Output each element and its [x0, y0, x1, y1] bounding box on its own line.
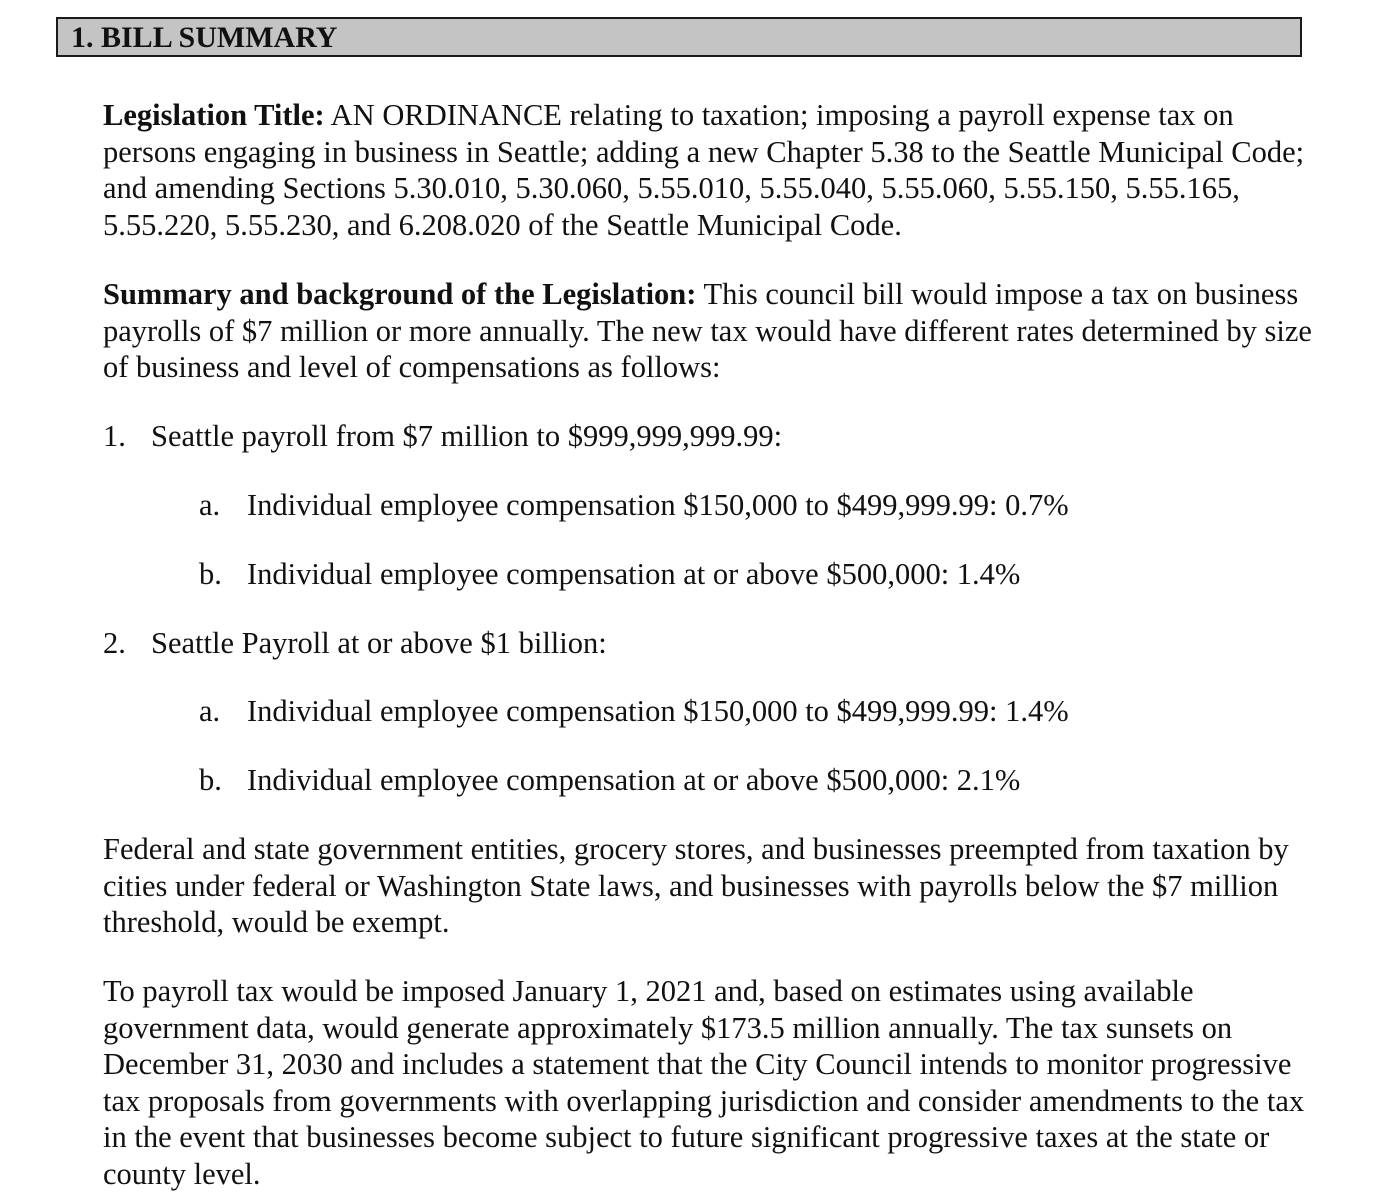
tier-1-item-a-letter: a.: [199, 488, 221, 522]
tier-1-item-a-text: Individual employee compensation $150,000 to $499,999.99: 0.7%: [247, 488, 1069, 522]
section-header: [56, 17, 1302, 57]
tier-2-number: 2.: [103, 626, 126, 660]
tier-1-text: Seattle payroll from $7 million to $999,999,999.99:: [151, 419, 783, 453]
tier-1-item-b-letter: b.: [199, 557, 222, 591]
summary-label: Summary and background of the Legislation:: [103, 277, 697, 311]
tier-2-item-a-text: Individual employee compensation $150,000 to $499,999.99: 1.4%: [247, 694, 1069, 728]
tier-2-item-a-letter: a.: [199, 694, 221, 728]
tier-1-item-b-text: Individual employee compensation at or above $500,000: 1.4%: [247, 557, 1021, 591]
section-title: 1. BILL SUMMARY: [71, 21, 338, 54]
legislation-title-text: AN ORDINANCE relating to taxation; imposing a payroll expense tax on persons engaging in business in Seattle; adding a new Chapter 5.38 to the Seattle Municipal Code; and amending Sections 5.30.010, 5.30.060, 5.55.010, 5.55.040, 5.55.060, 5.55.150, 5.55.165, 5.55.220, 5.55.230, and 6.208.020 of the Seattle Municipal Code.: [103, 98, 1305, 242]
summary-paragraph: [103, 276, 1318, 386]
timeline-paragraph: To payroll tax would be imposed January 1, 2021 and, based on estimates using available government data, would generate approximately $173.5 million annually. The tax sunsets on December 31, 2030 and includes a statement that the City Council intends to monitor progressive tax proposals from governments with overlapping jurisdiction and consider amendments to the tax in the event that businesses become subject to future significant progressive taxes at the state or county level.: [103, 974, 1305, 1191]
tier-2-item-b-letter: b.: [199, 763, 222, 797]
summary-text: This council bill would impose a tax on business payrolls of $7 million or more annually. The new tax would have different rates determined by size of business and level of compensations as follows:: [103, 277, 1312, 385]
tier-2-item-b-text: Individual employee compensation at or above $500,000: 2.1%: [247, 763, 1021, 797]
legislation-title-label: Legislation Title:: [103, 98, 325, 132]
tier-1-number: 1.: [103, 419, 126, 453]
exemptions-paragraph: Federal and state government entities, grocery stores, and businesses preempted from taxation by cities under federal or Washington State laws, and businesses with payrolls below the $7 million threshold, would be exempt.: [103, 832, 1289, 940]
legislation-title-paragraph: [103, 97, 1318, 243]
tier-2-text: Seattle Payroll at or above $1 billion:: [151, 626, 607, 660]
